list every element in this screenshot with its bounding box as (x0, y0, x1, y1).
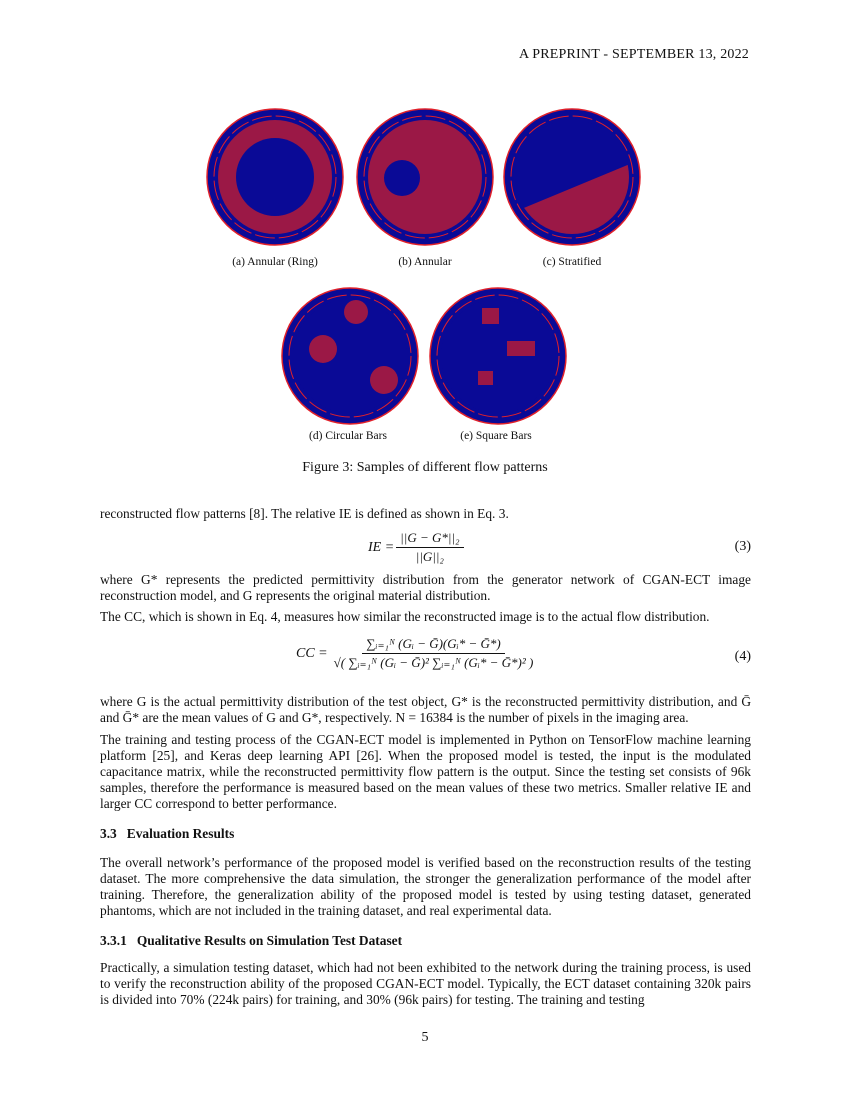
paragraph: The CC, which is shown in Eq. 4, measures how similar the reconstructed image is to the actual flow distribution. (100, 609, 710, 624)
figure-caption: Figure 3: Samples of different flow patterns (302, 460, 548, 475)
equation-lhs: IE = (368, 539, 395, 555)
equation-denominator: √( ∑ᵢ₌₁ᴺ (Gᵢ − Ḡ)² ∑ᵢ₌₁ᴺ (Gᵢ* − Ḡ*)² ) (333, 655, 534, 670)
page-number: 5 (421, 1030, 429, 1045)
subfigure-label-d: (d) Circular Bars (309, 430, 387, 442)
paragraph: where G is the actual permittivity distribution of the test object, G* is the reconstructed permittivity distribution, and Ḡ and Ḡ* are the mean values of G and G*, respectively. N = 16384 is the number of pixels in the imaging area. (100, 694, 751, 725)
subsection-heading: 3.3.1 Qualitative Results on Simulation Test Dataset (100, 933, 403, 948)
subfigure-label-c: (c) Stratified (542, 256, 602, 268)
equation-3 (100, 530, 751, 566)
paragraph: reconstructed flow patterns [8]. The relative IE is defined as shown in Eq. 3. (100, 506, 509, 521)
equation-number: (4) (734, 649, 751, 664)
subfigure-stratified (502, 107, 642, 247)
subfigure-square-bars (428, 286, 568, 426)
paragraph: Practically, a simulation testing dataset, which had not been exhibited to the network during the training process, is used to verify the reconstruction ability of the proposed CGAN-ECT model. Typically, the ECT dataset containing 320k pairs is divided into 70% (224k pairs) for training, and 30% (96k pairs) for testing. The training and testing (100, 960, 751, 1007)
subfigure-annular-ring (205, 107, 345, 247)
equation-numerator: ∑ᵢ₌₁ᴺ (Gᵢ − Ḡ)(Gᵢ* − Ḡ*) (362, 636, 504, 654)
equation-lhs: CC = (296, 645, 328, 661)
equation-4 (100, 636, 751, 680)
equation-numerator: ||G − G*||₂ (396, 530, 463, 548)
subfigure-annular (355, 107, 495, 247)
equation-number: (3) (734, 539, 751, 554)
paragraph: where G* represents the predicted permittivity distribution from the generator network of CGAN-ECT image reconstruction model, and G represents the original material distribution. (100, 572, 751, 603)
equation-denominator: ||G||₂ (415, 549, 444, 564)
paragraph: The training and testing process of the CGAN-ECT model is implemented in Python on TensorFlow machine learning platform [25], and Keras deep learning API [26]. When the proposed model is tested, the input is the modulated capacitance matrix, while the reconstructed permittivity flow pattern is the output. Since the testing set consists of 96k samples, therefore the performance is measured based on the mean values of these two metrics. Smaller relative IE and larger CC correspond to better performance. (100, 732, 751, 811)
paragraph: The overall network’s performance of the proposed model is verified based on the reconstruction results of the testing dataset. The more comprehensive the data simulation, the stronger the generalization performance of the model after training. Therefore, the generalization ability of the proposed model is tested by using testing dataset, generated phantoms, which are not included in the training dataset, and real experimental data. (100, 855, 751, 918)
subfigure-label-a: (a) Annular (Ring) (232, 256, 318, 268)
section-heading: 3.3 Evaluation Results (100, 826, 235, 841)
subfigure-label-e: (e) Square Bars (460, 430, 532, 442)
subfigure-circular-bars (280, 286, 420, 426)
running-header: A PREPRINT - SEPTEMBER 13, 2022 (519, 47, 749, 62)
subfigure-label-b: (b) Annular (398, 256, 452, 268)
